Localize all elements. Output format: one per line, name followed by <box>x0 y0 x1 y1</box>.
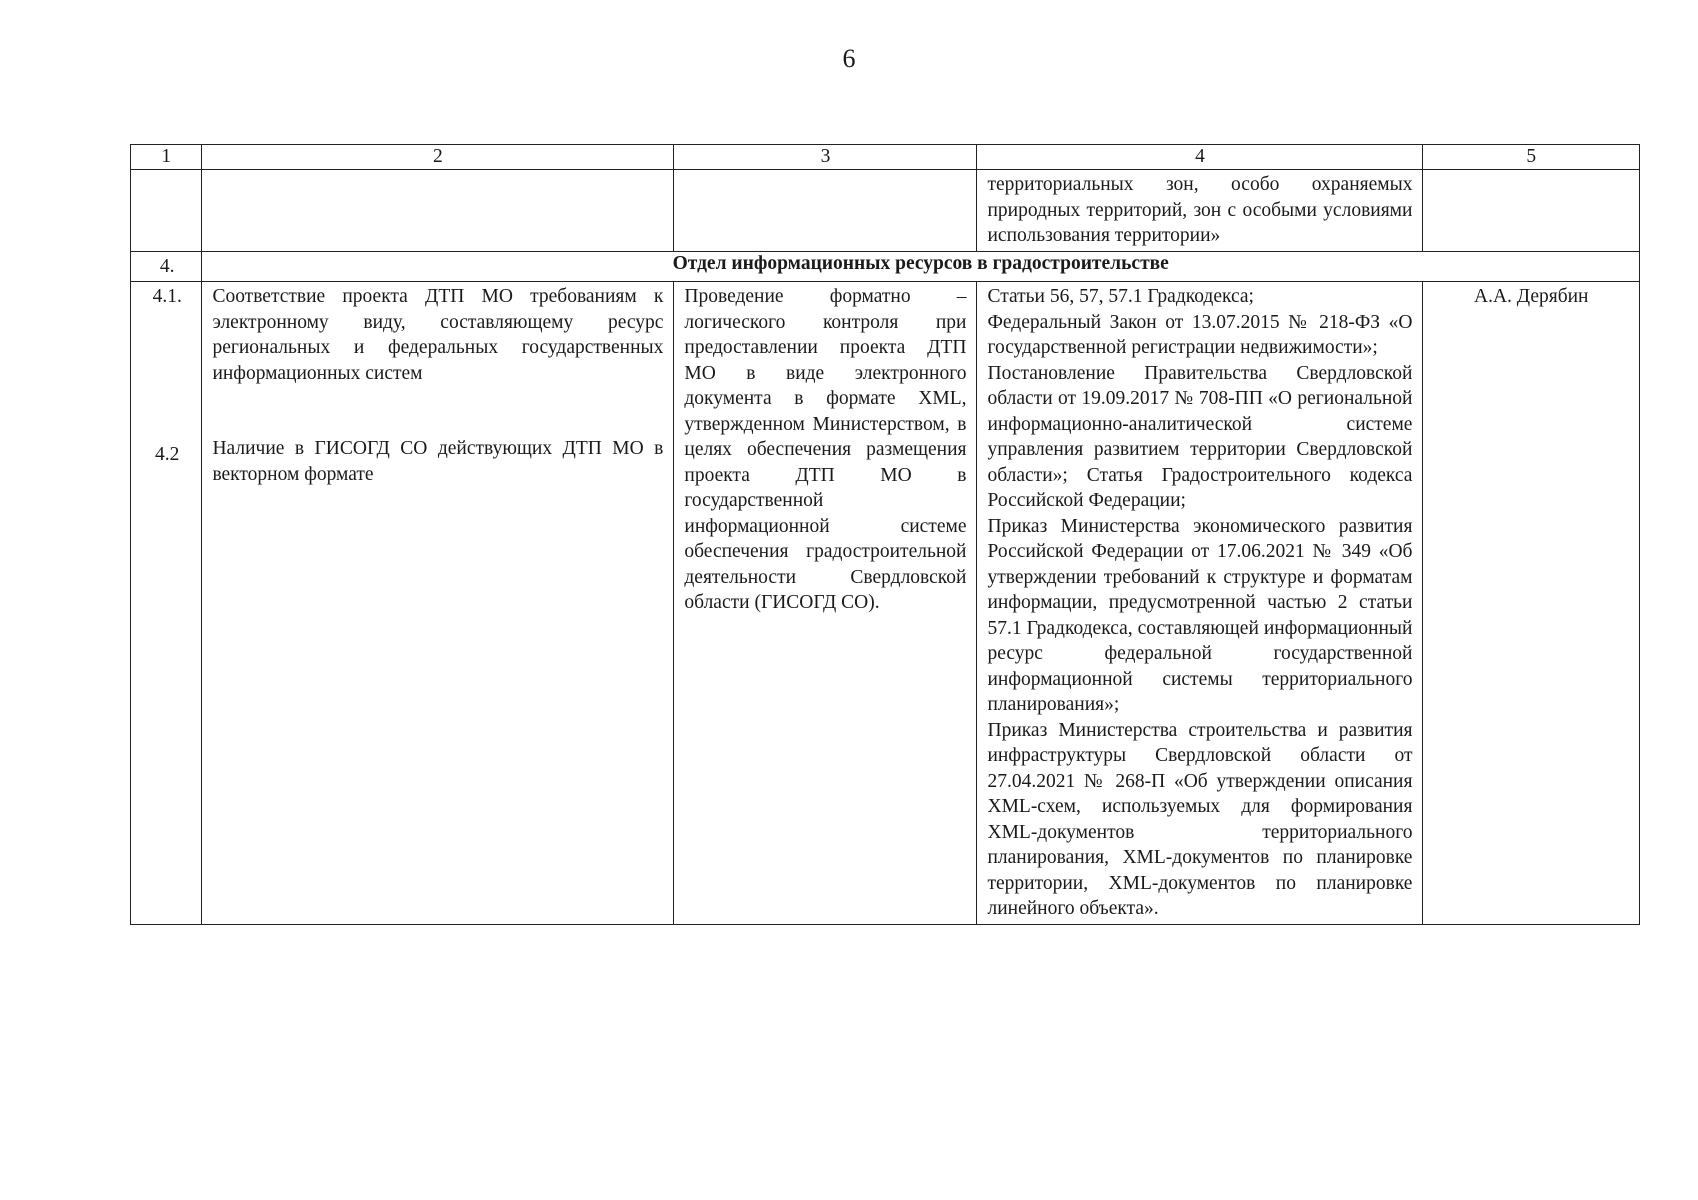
header-col-3: 3 <box>674 145 977 170</box>
table-row <box>131 282 1640 925</box>
continuation-cell-2 <box>202 170 674 252</box>
procedure-cell: Проведение форматно – логического контроля при предоставлении проекта ДТП МО в виде электронного документа в формате XML, утвержденном Министерством, в целях обеспечения размещения проекта ДТП МО в государственной информационной системе обеспечения градостроительной деятельности Свердловской области (ГИСОГД СО). <box>674 282 977 925</box>
basis-item-4: Приказ Министерства экономического развития Российской Федерации от 17.06.2021 № 349 «Об утверждении требований к структуре и форматам информации, предусмотренной частью 2 статьи 57.1 Градкодекса, составляющей информационный ресурс федеральной государственной информационной системы территориального планирования»; <box>987 515 1413 715</box>
header-col-5: 5 <box>1423 145 1640 170</box>
header-col-1: 1 <box>131 145 202 170</box>
responsible-cell: А.А. Дерябин <box>1423 282 1640 925</box>
section-title: Отдел информационных ресурсов в градостроительстве <box>202 251 1640 282</box>
requirement-4-1: Соответствие проекта ДТП МО требованиям к электронному виду, составляющему ресурс региональных и федеральных государственных информационных систем <box>212 286 664 384</box>
basis-item-3: Постановление Правительства Свердловской области от 19.09.2017 № 708-ПП «О региональной информационно-аналитической системе управления развитием территории Свердловской области»; Статья Градостроительного кодекса Российской Федерации; <box>987 362 1413 511</box>
continuation-cell-1 <box>131 170 202 252</box>
continuation-row <box>131 170 1640 252</box>
page-number: 6 <box>842 44 856 73</box>
continuation-basis-text: территориальных зон, особо охраняемых природных территорий, зон с особыми условиями использования территории» <box>977 170 1423 252</box>
basis-cell <box>977 282 1423 925</box>
table-header-row <box>131 145 1640 170</box>
basis-item-1: Статьи 56, 57, 57.1 Градкодекса; <box>987 286 1254 307</box>
row-gap <box>137 310 197 442</box>
requirement-4-2: Наличие в ГИСОГД СО действующих ДТП МО в векторном формате <box>212 438 664 485</box>
section-row <box>131 251 1640 282</box>
row-number-4-2: 4.2 <box>155 443 180 465</box>
continuation-cell-5 <box>1423 170 1640 252</box>
basis-item-2: Федеральный Закон от 13.07.2015 № 218-ФЗ «О государственной регистрации недвижимости»; <box>987 311 1413 358</box>
basis-item-5: Приказ Министерства строительства и развития инфраструктуры Свердловской области от 27.04.2021 № 268-П «Об утверждении описания XML-схем, используемых для формирования XML-документов территориального планирования, XML-документов по планировке территории, XML-документов по планировке линейного объекта». <box>987 719 1413 919</box>
row-number-4-1: 4.1. <box>152 286 182 307</box>
requirements-table <box>130 144 1640 925</box>
header-col-2: 2 <box>202 145 674 170</box>
requirements-cell <box>202 282 674 925</box>
section-number: 4. <box>131 251 202 282</box>
header-col-4: 4 <box>977 145 1423 170</box>
continuation-cell-3 <box>674 170 977 252</box>
row-numbers-cell <box>131 282 202 925</box>
